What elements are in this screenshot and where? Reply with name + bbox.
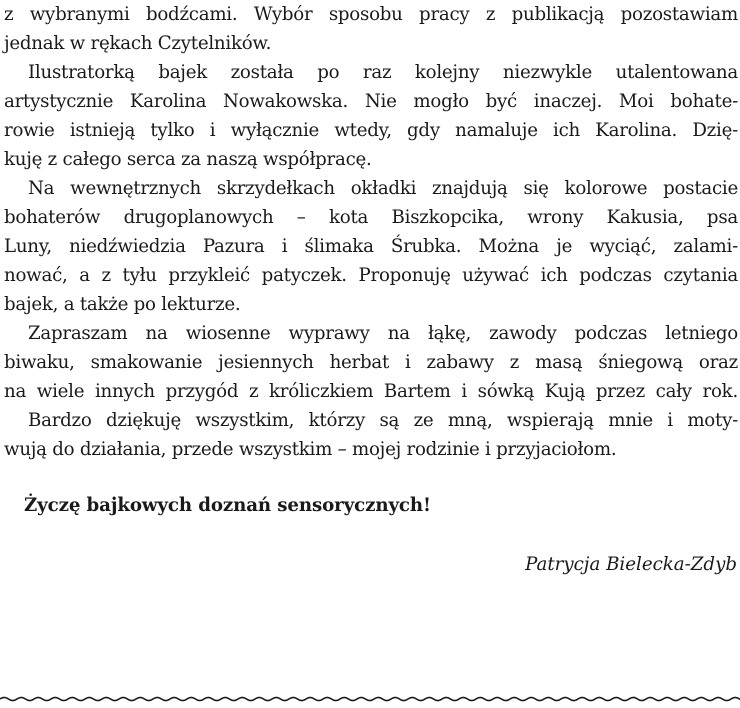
text-line: nować, a z tyłu przykleić patyczek. Proponuję używać ich podczas czytania	[4, 265, 738, 286]
closing-wish: Życzę bajkowych doznań sensorycznych!	[24, 495, 431, 516]
text-line: Na wewnętrznych skrzydełkach okładki znajdują się kolorowe postacie	[28, 178, 738, 199]
text-line: Luny, niedźwiedzia Pazura i ślimaka Śrubka. Można je wyciąć, zalami-	[4, 236, 738, 257]
wavy-divider	[0, 690, 740, 708]
text-line: Ilustratorką bajek została po raz kolejny niezwykle utalentowana	[28, 62, 738, 83]
text-line: jednak w rękach Czytelników.	[4, 33, 272, 54]
text-line: artystycznie Karolina Nowakowska. Nie mogło być inaczej. Moi bohate-	[4, 91, 738, 112]
text-line: wują do działania, przede wszystkim – mojej rodzinie i przyjaciołom.	[4, 439, 617, 460]
text-line: rowie istnieją tylko i wyłącznie wtedy, gdy namaluje ich Karolina. Dzię-	[4, 120, 738, 141]
author-signature: Patrycja Bielecka-Zdyb	[525, 554, 737, 575]
text-line: bajek, a także po lekturze.	[4, 294, 241, 315]
text-line: biwaku, smakowanie jesiennych herbat i zabawy z masą śniegową oraz	[4, 352, 738, 373]
text-line: bohaterów drugoplanowych – kota Biszkopcika, wrony Kakusia, psa	[4, 207, 738, 228]
text-line: Zapraszam na wiosenne wyprawy na łąkę, zawody podczas letniego	[28, 323, 738, 344]
text-line: kuję z całego serca za naszą współpracę.	[4, 149, 372, 170]
text-line: na wiele innych przygód z króliczkiem Bartem i sówką Kują przez cały rok.	[4, 381, 738, 402]
text-line: Bardzo dziękuję wszystkim, którzy są ze mną, wspierają mnie i moty-	[28, 410, 738, 431]
text-line: z wybranymi bodźcami. Wybór sposobu pracy z publikacją pozostawiam	[4, 4, 738, 25]
